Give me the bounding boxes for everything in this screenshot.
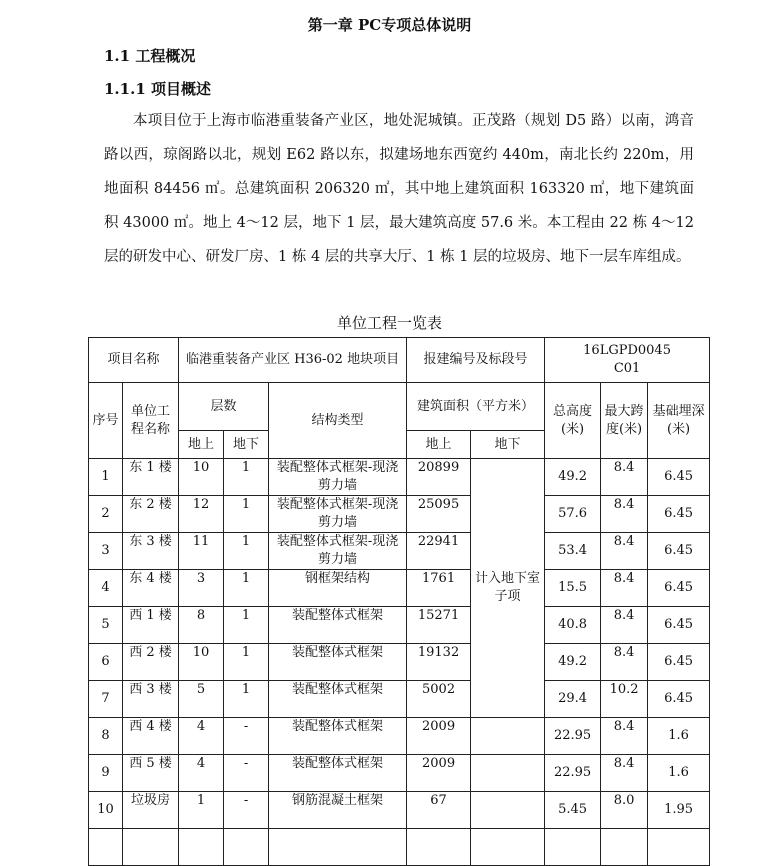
unit-project-table [88, 337, 710, 866]
row-area-below [471, 755, 545, 792]
row-span: 8.4 [601, 496, 648, 533]
row-area-above: 15271 [407, 607, 471, 644]
row-structure: 装配整体式框架-现浇剪力墙 [269, 459, 407, 496]
row-span: 8.4 [601, 607, 648, 644]
header-depth: 基础埋深(米) [648, 383, 710, 459]
row-floors-below: - [224, 718, 269, 755]
row-floors-below: - [224, 755, 269, 792]
row-floors-below: 1 [224, 570, 269, 607]
row-height: 29.4 [545, 681, 601, 718]
row-floors-above: 10 [179, 644, 224, 681]
row-seq: 10 [89, 792, 123, 829]
row-span: 8.4 [601, 644, 648, 681]
chapter-title: 第一章 PC专项总体说明 [307, 16, 472, 34]
row-unit-name: 东 3 楼 [123, 533, 179, 570]
permit-code: 16LGPD0045 [583, 343, 671, 358]
row-height: 53.4 [545, 533, 601, 570]
row-structure: 装配整体式框架 [269, 607, 407, 644]
header-structure: 结构类型 [269, 383, 407, 459]
row-structure: 钢框架结构 [269, 570, 407, 607]
row-area-below [471, 718, 545, 755]
row-height: 5.45 [545, 792, 601, 829]
row-area-above: 5002 [407, 681, 471, 718]
row-span [601, 829, 648, 866]
row-unit-name: 西 5 楼 [123, 755, 179, 792]
row-seq: 3 [89, 533, 123, 570]
row-span: 10.2 [601, 681, 648, 718]
row-area-above: 2009 [407, 755, 471, 792]
row-floors-below [224, 829, 269, 866]
row-unit-name: 西 4 楼 [123, 718, 179, 755]
row-span: 8.4 [601, 570, 648, 607]
row-height [545, 829, 601, 866]
table-project-row [89, 338, 710, 383]
row-floors-above: 3 [179, 570, 224, 607]
header-area-above: 地上 [407, 431, 471, 459]
row-span: 8.0 [601, 792, 648, 829]
row-area-above: 22941 [407, 533, 471, 570]
row-area-above [407, 829, 471, 866]
row-height: 22.95 [545, 718, 601, 755]
permit-section: C01 [613, 361, 641, 376]
row-height: 57.6 [545, 496, 601, 533]
row-floors-below: - [224, 792, 269, 829]
row-seq: 9 [89, 755, 123, 792]
row-floors-above: 1 [179, 792, 224, 829]
row-unit-name: 西 2 楼 [123, 644, 179, 681]
row-height: 40.8 [545, 607, 601, 644]
row-depth: 6.45 [648, 644, 710, 681]
row-height: 15.5 [545, 570, 601, 607]
row-structure: 钢筋混凝土框架 [269, 792, 407, 829]
row-floors-above: 11 [179, 533, 224, 570]
row-depth: 6.45 [648, 607, 710, 644]
row-depth [648, 829, 710, 866]
row-seq: 4 [89, 570, 123, 607]
row-unit-name: 垃圾房 [123, 792, 179, 829]
section-heading-1-1: 1.1 工程概况 [104, 47, 196, 65]
row-depth: 1.95 [648, 792, 710, 829]
header-span: 最大跨度(米) [601, 383, 648, 459]
table-row [89, 533, 710, 570]
header-seq: 序号 [89, 383, 123, 459]
row-area-above: 1761 [407, 570, 471, 607]
row-depth: 6.45 [648, 533, 710, 570]
row-structure: 装配整体式框架 [269, 718, 407, 755]
row-seq: 5 [89, 607, 123, 644]
row-seq: 8 [89, 718, 123, 755]
row-structure [269, 829, 407, 866]
row-floors-below: 1 [224, 533, 269, 570]
row-structure: 装配整体式框架 [269, 755, 407, 792]
row-floors-above: 12 [179, 496, 224, 533]
table-row [89, 644, 710, 681]
header-area: 建筑面积（平方米） [407, 383, 545, 431]
header-height: 总高度(米) [545, 383, 601, 459]
row-area-above: 2009 [407, 718, 471, 755]
header-area-below: 地下 [471, 431, 545, 459]
row-span: 8.4 [601, 718, 648, 755]
row-depth: 6.45 [648, 496, 710, 533]
row-area-above: 20899 [407, 459, 471, 496]
row-area-below [471, 829, 545, 866]
table-row [89, 496, 710, 533]
row-area-below [471, 792, 545, 829]
table-caption: 单位工程一览表 [336, 314, 442, 332]
row-floors-above: 5 [179, 681, 224, 718]
row-unit-name [123, 829, 179, 866]
row-height: 49.2 [545, 459, 601, 496]
row-seq [89, 829, 123, 866]
row-height: 49.2 [545, 644, 601, 681]
row-structure: 装配整体式框架 [269, 644, 407, 681]
table-row [89, 607, 710, 644]
row-floors-below: 1 [224, 496, 269, 533]
table-row [89, 755, 710, 792]
row-structure: 装配整体式框架-现浇剪力墙 [269, 533, 407, 570]
row-area-above: 19132 [407, 644, 471, 681]
row-unit-name: 东 4 楼 [123, 570, 179, 607]
header-floors-above: 地上 [179, 431, 224, 459]
table-row [89, 718, 710, 755]
row-span: 8.4 [601, 459, 648, 496]
row-height: 22.95 [545, 755, 601, 792]
row-floors-above: 4 [179, 755, 224, 792]
row-unit-name: 西 3 楼 [123, 681, 179, 718]
table-row [89, 792, 710, 829]
table-row [89, 829, 710, 866]
row-floors-below: 1 [224, 681, 269, 718]
row-span: 8.4 [601, 755, 648, 792]
row-structure: 装配整体式框架 [269, 681, 407, 718]
section-heading-1-1-1: 1.1.1 项目概述 [104, 80, 211, 98]
row-seq: 7 [89, 681, 123, 718]
row-area-above: 25095 [407, 496, 471, 533]
paragraph-text: 本项目位于上海市临港重装备产业区，地处泥城镇。正茂路（规划 D5 路）以南，鸿音路以西，琼阁路以北，规划 E62 路以东，拟建场地东西宽约 440m，南北长约 220m，用地面积 84456 ㎡。总建筑面积 206320 ㎡，其中地上建筑面积 163320 ㎡，地下建筑面积 43000 ㎡。地上 4～12 层，地下 1 层，最大建筑高度 57.6 米。本工程由 22 栋 4～12 层的研发中心、研发厂房、1 栋 4 层的共享大厅、1 栋 1 层的垃圾房、地下一层车库组成。 [104, 113, 694, 265]
project-name-value: 临港重装备产业区 H36-02 地块项目 [179, 338, 407, 383]
row-floors-above: 8 [179, 607, 224, 644]
project-overview-paragraph [104, 104, 694, 274]
project-name-label: 项目名称 [89, 338, 179, 383]
row-area-above: 67 [407, 792, 471, 829]
permit-label: 报建编号及标段号 [407, 338, 545, 383]
row-unit-name: 东 2 楼 [123, 496, 179, 533]
row-seq: 6 [89, 644, 123, 681]
row-floors-above: 10 [179, 459, 224, 496]
row-depth: 6.45 [648, 681, 710, 718]
table-row [89, 570, 710, 607]
row-unit-name: 东 1 楼 [123, 459, 179, 496]
row-depth: 1.6 [648, 755, 710, 792]
row-span: 8.4 [601, 533, 648, 570]
row-unit-name: 西 1 楼 [123, 607, 179, 644]
row-seq: 1 [89, 459, 123, 496]
table-header-row-1 [89, 383, 710, 431]
row-structure: 装配整体式框架-现浇剪力墙 [269, 496, 407, 533]
header-unit-name: 单位工程名称 [123, 383, 179, 459]
row-floors-below: 1 [224, 459, 269, 496]
header-floors-below: 地下 [224, 431, 269, 459]
table-row [89, 681, 710, 718]
table-row [89, 459, 710, 496]
permit-value [545, 338, 710, 383]
row-seq: 2 [89, 496, 123, 533]
row-area-below-merged: 计入地下室子项 [471, 459, 545, 718]
row-depth: 6.45 [648, 459, 710, 496]
row-floors-below: 1 [224, 607, 269, 644]
header-floors: 层数 [179, 383, 269, 431]
row-depth: 6.45 [648, 570, 710, 607]
row-floors-above [179, 829, 224, 866]
row-floors-above: 4 [179, 718, 224, 755]
row-floors-below: 1 [224, 644, 269, 681]
row-depth: 1.6 [648, 718, 710, 755]
